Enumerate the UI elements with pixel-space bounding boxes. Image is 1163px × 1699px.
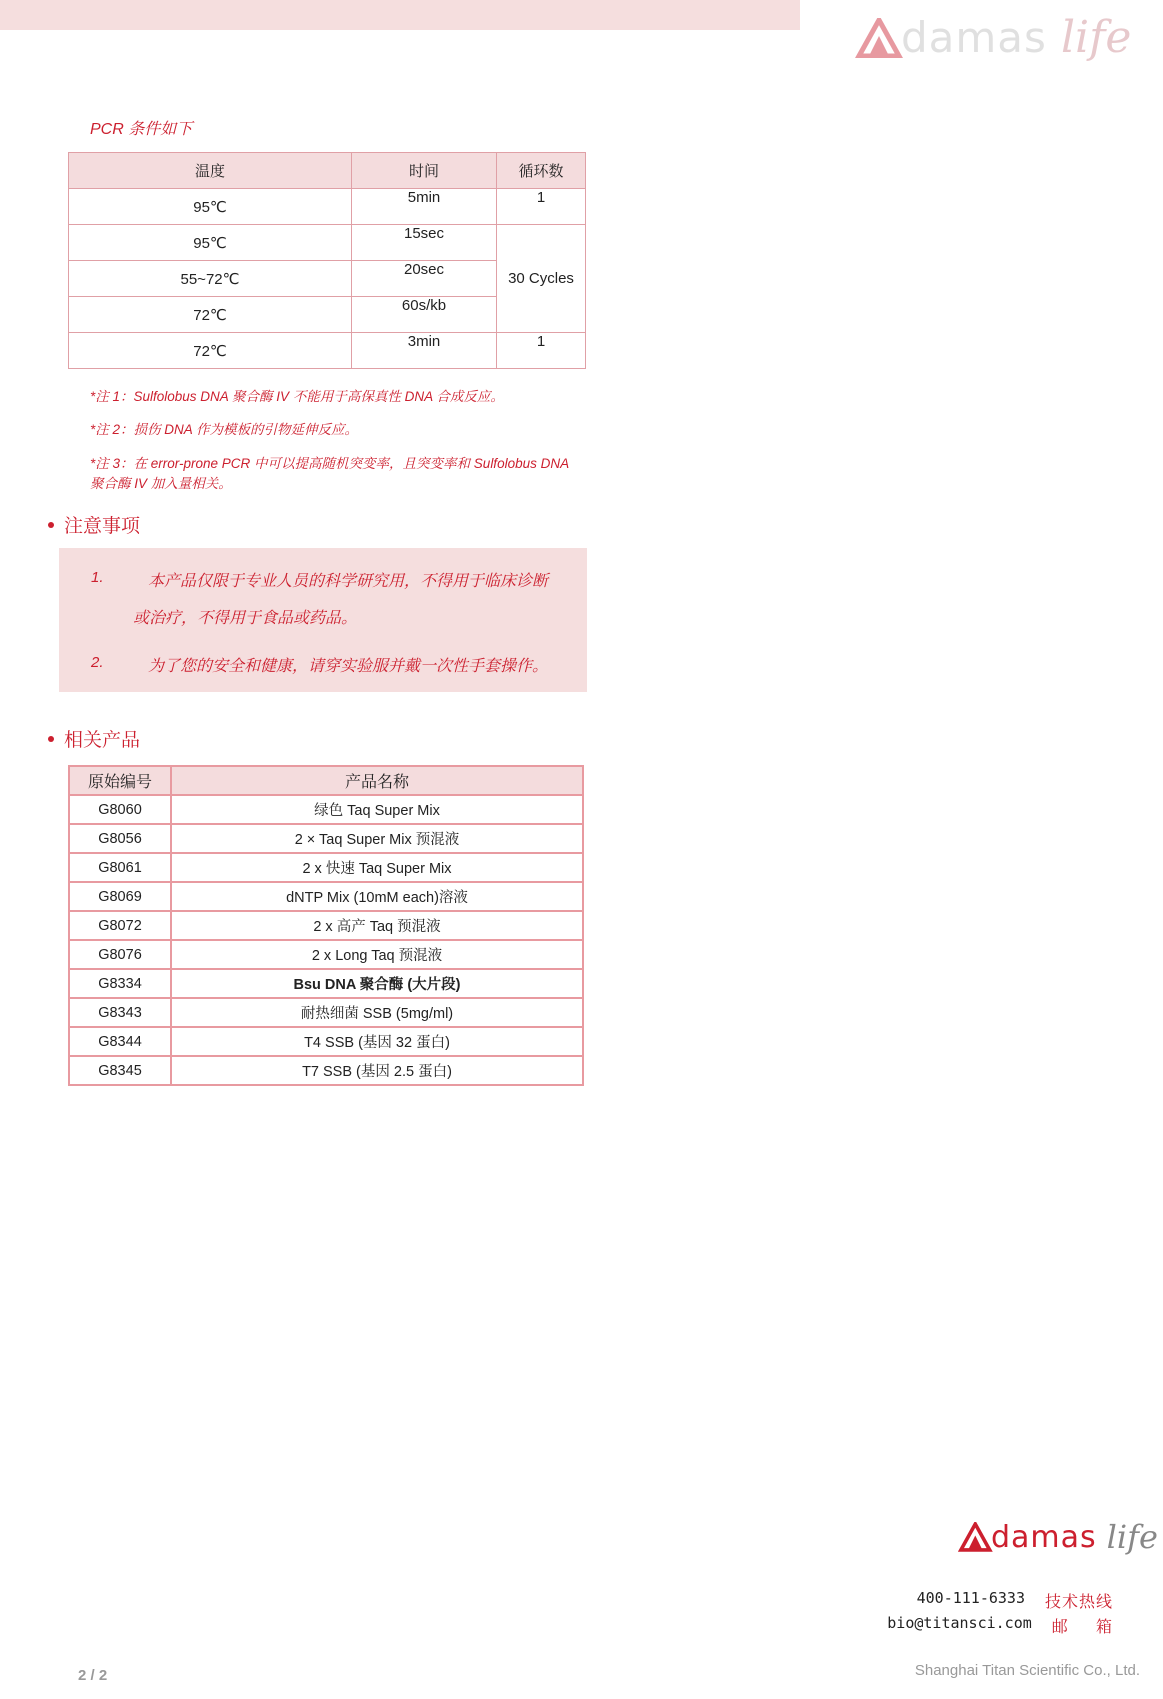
notice-heading <box>48 511 140 538</box>
pcr-time: 15sec <box>352 225 497 261</box>
pcr-time: 5min <box>352 189 497 225</box>
pcr-row <box>69 225 586 261</box>
footer-phone <box>917 1589 1113 1612</box>
footer-logo-word: damas <box>991 1519 1097 1555</box>
product-name: 2 x Long Taq 预混液 <box>171 940 583 969</box>
header-band <box>0 0 800 30</box>
product-name: T7 SSB (基因 2.5 蛋白) <box>171 1056 583 1085</box>
pcr-header-temp: 温度 <box>69 153 352 189</box>
pcr-temp: 95℃ <box>69 189 352 225</box>
pcr-row <box>69 189 586 225</box>
logo-triangle-icon <box>855 18 905 58</box>
phone-number: 400-111-6333 <box>916 1589 1025 1607</box>
product-name: 2 x 高产 Taq 预混液 <box>171 911 583 940</box>
pcr-temp: 72℃ <box>69 297 352 333</box>
pcr-time: 20sec <box>352 261 497 297</box>
product-name: T4 SSB (基因 32 蛋白) <box>171 1027 583 1056</box>
related-products-table <box>68 765 584 1086</box>
note-1: *注 1：Sulfolobus DNA 聚合酶 IV 不能用于高保真性 DNA 合成反应。 <box>90 389 504 404</box>
product-code: G8060 <box>69 795 171 824</box>
logo-triangle-icon <box>958 1522 994 1552</box>
footer-logo <box>958 1518 1158 1556</box>
product-code: G8056 <box>69 824 171 853</box>
pcr-temp: 95℃ <box>69 225 352 261</box>
related-header-code: 原始编号 <box>69 766 171 795</box>
product-code: G8343 <box>69 998 171 1027</box>
table-row <box>69 1027 583 1056</box>
phone-label: 技术热线 <box>1044 1594 1113 1611</box>
email-address: bio@titansci.com <box>887 1614 1032 1632</box>
pcr-header-row <box>69 153 586 189</box>
email-label: 邮 箱 <box>1051 1619 1113 1636</box>
table-row <box>69 940 583 969</box>
notice-item-1-num: 1. <box>91 569 104 586</box>
table-row <box>69 853 583 882</box>
notice-item-1-line2: 或治疗，不得用于食品或药品。 <box>133 610 358 627</box>
pcr-table <box>68 152 586 369</box>
bullet-icon <box>48 522 54 528</box>
pcr-time: 60s/kb <box>352 297 497 333</box>
logo-script: life <box>1060 12 1132 63</box>
note-3: *注 3：在 error-prone PCR 中可以提高随机突变率，且突变率和 Sulfolobus DNA <box>90 456 570 471</box>
pcr-temp: 55~72℃ <box>69 261 352 297</box>
product-name: 耐热细菌 SSB (5mg/ml) <box>171 998 583 1027</box>
table-row <box>69 882 583 911</box>
footer-logo-script: life <box>1106 1518 1158 1556</box>
product-code: G8345 <box>69 1056 171 1085</box>
table-row <box>69 969 583 998</box>
page-number: 2 / 2 <box>78 1667 108 1684</box>
product-code: G8344 <box>69 1027 171 1056</box>
pcr-time: 3min <box>352 333 497 369</box>
pcr-cycles: 1 <box>497 333 586 369</box>
pcr-cycles: 1 <box>497 189 586 225</box>
pcr-temp: 72℃ <box>69 333 352 369</box>
table-row <box>69 795 583 824</box>
table-row <box>69 998 583 1027</box>
table-row <box>69 911 583 940</box>
product-name: 绿色 Taq Super Mix <box>171 795 583 824</box>
product-name: dNTP Mix (10mM each)溶液 <box>171 882 583 911</box>
table-row <box>69 1056 583 1085</box>
notice-item-2-num: 2. <box>91 654 104 671</box>
product-name: Bsu DNA 聚合酶 (大片段) <box>171 969 583 998</box>
pcr-row <box>69 333 586 369</box>
product-name: 2 x 快速 Taq Super Mix <box>171 853 583 882</box>
pcr-cycles-merged: 30 Cycles <box>497 225 586 333</box>
product-code: G8061 <box>69 853 171 882</box>
product-code: G8072 <box>69 911 171 940</box>
product-code: G8334 <box>69 969 171 998</box>
product-code: G8076 <box>69 940 171 969</box>
pcr-title: PCR 条件如下 <box>90 121 193 138</box>
note-2: *注 2：损伤 DNA 作为模板的引物延伸反应。 <box>90 422 359 437</box>
company-name: Shanghai Titan Scientific Co., Ltd. <box>914 1662 1140 1679</box>
logo-word: damas <box>901 13 1047 62</box>
header-logo <box>855 12 1131 63</box>
notice-item-2-line1: 为了您的安全和健康，请穿实验服并戴一次性手套操作。 <box>148 658 549 675</box>
table-row <box>69 824 583 853</box>
bullet-icon <box>48 736 54 742</box>
related-heading-text: 相关产品 <box>64 730 141 751</box>
notice-item-1-line1: 本产品仅限于专业人员的科学研究用，不得用于临床诊断 <box>148 573 549 590</box>
note-3-cont: 聚合酶 IV 加入量相关。 <box>90 476 232 491</box>
product-name: 2 × Taq Super Mix 预混液 <box>171 824 583 853</box>
related-header-name: 产品名称 <box>171 766 583 795</box>
pcr-header-time: 时间 <box>352 153 497 189</box>
notice-heading-text: 注意事项 <box>64 516 141 537</box>
pcr-header-cycles: 循环数 <box>497 153 586 189</box>
related-header-row <box>69 766 583 795</box>
footer-email <box>887 1614 1113 1637</box>
related-heading <box>48 725 140 752</box>
product-code: G8069 <box>69 882 171 911</box>
